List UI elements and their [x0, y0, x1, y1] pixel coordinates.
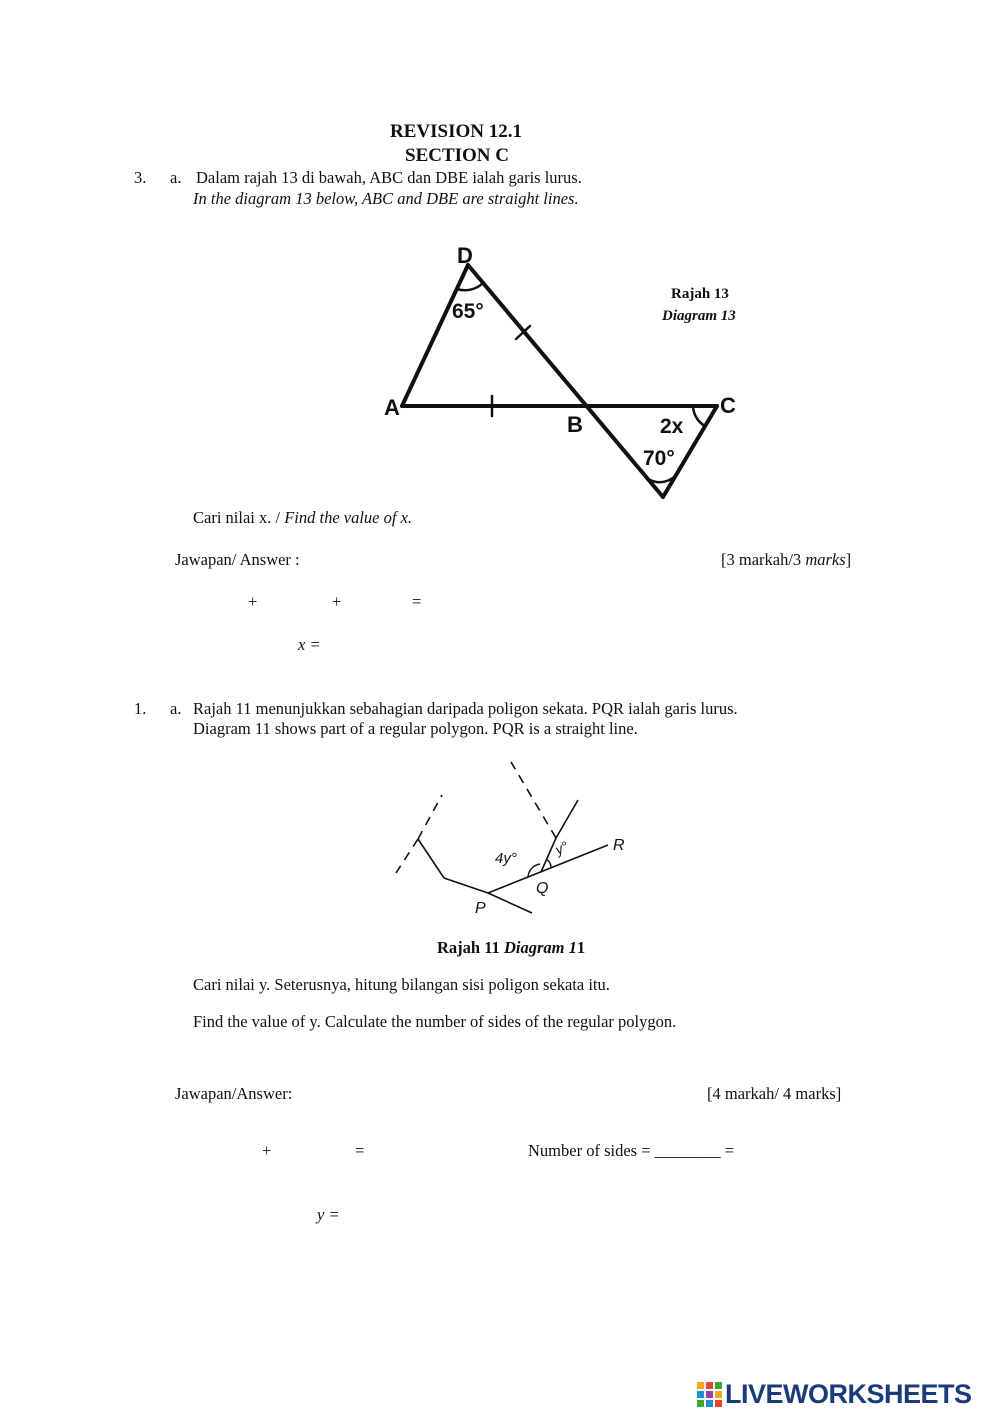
q3-x-equals: x = [298, 635, 321, 654]
q1-equals: = [355, 1141, 365, 1160]
liveworksheets-text: LIVEWORKSHEETS [725, 1379, 972, 1409]
q3-answer-label: Jawapan/ Answer : [175, 550, 300, 569]
line-ad [402, 265, 468, 406]
line-dbe [468, 265, 663, 497]
side-left [418, 839, 444, 878]
q3-plus-2: + [332, 592, 342, 611]
dashed-left [396, 839, 418, 873]
q3-find-malay: Cari nilai x. / [193, 508, 281, 527]
section-title: SECTION C [405, 145, 509, 166]
q1-number: 1. [134, 699, 147, 718]
q1-plus: + [262, 1141, 272, 1160]
diagram-11-caption-tail: 1 [576, 938, 586, 957]
q1-find-english: Find the value of y. Calculate the number of sides of the regular polygon. [193, 1012, 677, 1031]
angle-y-label: y° [552, 837, 571, 858]
line-p-ext [488, 893, 532, 913]
q3-marks-suffix: ] [845, 550, 852, 569]
liveworksheets-logo[interactable] [697, 1379, 972, 1410]
angle-d-label: 65° [452, 300, 484, 323]
q3-number: 3. [134, 168, 147, 187]
q3-plus-1: + [248, 592, 258, 611]
diagram-11 [380, 755, 660, 925]
label-q: Q [536, 880, 549, 897]
label-r: R [613, 837, 625, 854]
q3-marks-word: marks [805, 550, 846, 569]
label-b: B [567, 412, 583, 437]
diagram-13 [360, 235, 780, 515]
diagram-11-caption-malay: Rajah 11 [437, 938, 500, 957]
q3-part: a. [170, 168, 182, 187]
dashed-left-top [418, 795, 442, 839]
label-c: C [720, 393, 736, 418]
q3-text-english: In the diagram 13 below, ABC and DBE are straight lines. [193, 189, 579, 208]
q1-find-malay: Cari nilai y. Seterusnya, hitung bilangan sisi poligon sekata itu. [193, 975, 610, 994]
diagram-11-caption-english: Diagram 1 [503, 938, 577, 957]
q1-y-equals: y = [317, 1205, 340, 1224]
q3-find-instruction [193, 508, 412, 528]
label-p: P [475, 900, 486, 917]
label-d: D [457, 243, 473, 268]
q1-text-english: Diagram 11 shows part of a regular polygon. PQR is a straight line. [193, 719, 638, 738]
q3-marks-prefix: [3 markah/3 [721, 550, 802, 569]
q1-number-of-sides: Number of sides = ________ = [528, 1141, 735, 1160]
q3-marks [721, 550, 851, 570]
angle-4y-label: 4y° [495, 850, 517, 867]
liveworksheets-icon [697, 1382, 723, 1408]
q1-text-malay: Rajah 11 menunjukkan sebahagian daripada poligon sekata. PQR ialah garis lurus. [193, 699, 738, 718]
angle-e-label: 70° [643, 447, 675, 470]
q1-answer-label: Jawapan/Answer: [175, 1084, 293, 1103]
angle-c-label: 2x [660, 415, 684, 438]
dashed-top [511, 762, 556, 838]
worksheet-title: REVISION 12.1 [390, 121, 522, 142]
q3-find-english: Find the value of x. [284, 508, 413, 527]
side-bottom [444, 878, 488, 893]
arc-angle-y [546, 859, 551, 867]
q3-equals: = [412, 592, 422, 611]
label-a: A [384, 395, 400, 420]
q3-text-malay: Dalam rajah 13 di bawah, ABC dan DBE ialah garis lurus. [196, 168, 582, 187]
q1-part: a. [170, 699, 182, 718]
side-q-ext [556, 800, 578, 838]
q1-marks: [4 markah/ 4 marks] [707, 1084, 842, 1103]
diagram-13-caption-english: Diagram 13 [662, 308, 736, 324]
diagram-11-caption [437, 938, 585, 958]
arc-angle-c [693, 406, 705, 426]
diagram-13-caption-malay: Rajah 13 [671, 286, 729, 302]
